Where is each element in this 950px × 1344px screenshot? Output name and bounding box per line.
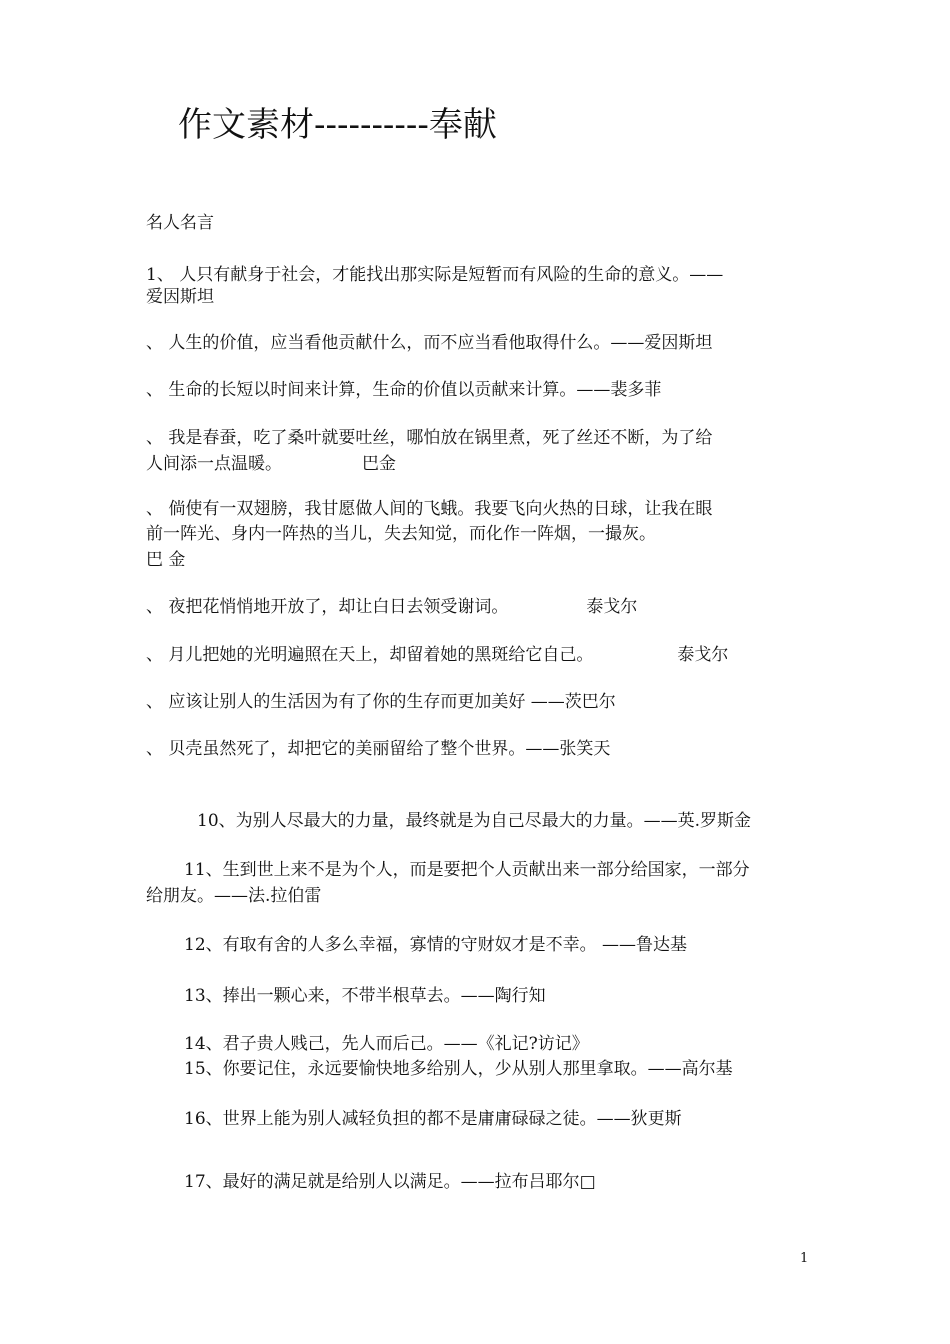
quote-4-author: 巴金 — [362, 454, 396, 474]
quote-7-line-1 — [146, 642, 728, 668]
quote-14-line-1: 14、君子贵人贱己，先人而后己。——《礼记?访记》 — [184, 1034, 589, 1054]
quote-15-line-1: 15、你要记住，永远要愉快地多给别人，少从别人那里拿取。——高尔基 — [184, 1059, 733, 1079]
quote-1-line-1: 1、 人只有献身于社会，才能找出那实际是短暂而有风险的生命的意义。—— — [146, 265, 724, 285]
missing-glyph-box: □ — [579, 1172, 596, 1192]
quote-16-line-1: 16、世界上能为别人减轻负担的都不是庸庸碌碌之徒。——狄更斯 — [184, 1109, 682, 1129]
quote-5-line-3: 巴 金 — [146, 550, 186, 570]
quote-6-text: 、 夜把花悄悄地开放了，却让白日去领受谢词。 — [146, 597, 509, 617]
page-number: 1 — [800, 1251, 809, 1266]
quote-8-line-1: 、 应该让别人的生活因为有了你的生存而更加美好 ——茨巴尔 — [146, 692, 616, 712]
quote-12-line-1: 12、有取有舍的人多么幸福，寡情的守财奴才是不幸。 ——鲁达基 — [184, 935, 688, 955]
quote-5-line-1: 、 倘使有一双翅膀，我甘愿做人间的飞蛾。我要飞向火热的日球，让我在眼 — [146, 499, 713, 519]
quote-10-line-1: 10、为别人尽最大的力量，最终就是为自己尽最大的力量。——英.罗斯金 — [197, 811, 752, 831]
quote-5-line-2: 前一阵光、身内一阵热的当儿，失去知觉，而化作一阵烟，一撮灰。 — [146, 524, 656, 544]
quote-4-line-2 — [146, 451, 396, 477]
quote-1-line-2: 爱因斯坦 — [146, 287, 214, 307]
quote-3-line-1: 、 生命的长短以时间来计算，生命的价值以贡献来计算。——裴多菲 — [146, 380, 662, 400]
quote-13-line-1: 13、捧出一颗心来，不带半根草去。——陶行知 — [184, 986, 546, 1006]
quote-6-line-1 — [146, 594, 637, 620]
quote-11-line-2: 给朋友。——法.拉伯雷 — [146, 886, 322, 906]
quote-11-line-1: 11、生到世上来不是为个人，而是要把个人贡献出来一部分给国家，一部分 — [184, 860, 750, 880]
quote-7-author: 泰戈尔 — [677, 645, 729, 665]
quote-17-text: 17、最好的满足就是给别人以满足。——拉布吕耶尔 — [184, 1172, 580, 1192]
section-heading: 名人名言 — [146, 213, 214, 233]
quote-4-text: 人间添一点温暖。 — [146, 454, 282, 474]
page-title: 作文素材----------奉献 — [178, 105, 497, 145]
quote-4-line-1: 、 我是春蚕，吃了桑叶就要吐丝，哪怕放在锅里煮，死了丝还不断，为了给 — [146, 428, 713, 448]
quote-17-line-1 — [184, 1169, 596, 1195]
quote-6-author: 泰戈尔 — [586, 597, 638, 617]
quote-7-text: 、 月儿把她的光明遍照在天上，却留着她的黑斑给它自己。 — [146, 645, 594, 665]
quote-9-line-1: 、 贝壳虽然死了，却把它的美丽留给了整个世界。——张笑天 — [146, 739, 611, 759]
quote-2-line-1: 、 人生的价值，应当看他贡献什么，而不应当看他取得什么。——爱因斯坦 — [146, 333, 713, 353]
